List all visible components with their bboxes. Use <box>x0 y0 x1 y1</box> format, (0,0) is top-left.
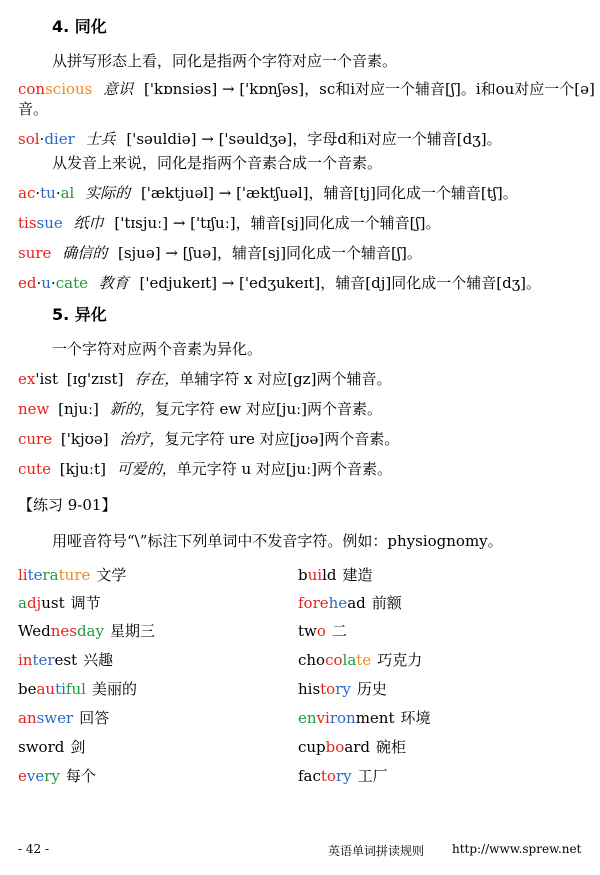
meaning: 治疗， <box>119 430 165 448</box>
section-4-intro: 从拼写形态上看，同化是指两个字符对应一个音素。 <box>52 52 398 70</box>
explanation: [sjuə] → [ʃuə]，辅音[sj]同化成一个辅音[ʃ]。 <box>117 244 422 262</box>
example-new <box>18 400 600 418</box>
word-segment: nes <box>50 622 77 640</box>
word <box>18 184 74 202</box>
exercise-word <box>18 622 104 640</box>
exercise-word <box>298 594 366 612</box>
word-segment: new <box>18 400 50 418</box>
exercise-title: 【练习 9-01】 <box>18 496 117 514</box>
word-segment: sword <box>18 738 65 756</box>
explanation: 单辅字符 x 对应[gz]两个辅音。 <box>179 370 392 388</box>
example-educate <box>18 274 600 292</box>
word-segment: ture <box>58 566 91 584</box>
example-sure <box>18 244 600 262</box>
meaning: 可爱的， <box>116 460 177 478</box>
exercise-word-meaning: 前额 <box>371 594 402 612</box>
word-segment: tis <box>18 214 37 232</box>
word-segment: · <box>50 274 56 292</box>
word-segment: li <box>18 566 28 584</box>
word-segment: · <box>39 130 45 148</box>
exercise-word-item <box>298 594 588 612</box>
word-segment: en <box>298 709 317 727</box>
exercise-word-meaning: 建造 <box>342 566 373 584</box>
word-segment: vi <box>316 709 330 727</box>
word-segment: te <box>27 566 43 584</box>
word-segment: ry <box>335 680 351 698</box>
exercise-word-meaning: 文学 <box>96 566 127 584</box>
exercise-word-meaning: 回答 <box>79 709 110 727</box>
word-segment: Wed <box>18 622 51 640</box>
explanation: 单元字符 u 对应[juː]两个音素。 <box>176 460 393 478</box>
example-word: physiognomy。 <box>387 532 503 550</box>
word-segment: · <box>36 274 42 292</box>
word-segment: al <box>60 184 75 202</box>
exercise-word <box>18 738 64 756</box>
exercise-word <box>298 651 371 669</box>
exercise-word <box>18 594 65 612</box>
word-segment: cho <box>298 651 326 669</box>
word-segment: an <box>18 709 37 727</box>
exercise-word-item <box>298 738 588 756</box>
word <box>18 400 49 418</box>
exercise-word-item <box>18 709 288 727</box>
word-segment: swer <box>36 709 74 727</box>
word-segment: in <box>18 651 33 669</box>
word-segment: sue <box>36 214 63 232</box>
explanation: ['tɪsjuː] → ['tɪʃuː]，辅音[sj]同化成一个辅音[ʃ]。 <box>114 214 441 232</box>
exercise-word-item <box>18 622 288 640</box>
word-segment: scious <box>45 80 93 98</box>
ipa: [njuː] <box>58 400 99 418</box>
exercise-word <box>18 709 73 727</box>
meaning: 存在， <box>134 370 180 388</box>
word-segment: his <box>298 680 321 698</box>
word-segment: sol <box>18 130 40 148</box>
word-segment: cure <box>18 430 53 448</box>
word-segment: cate <box>55 274 88 292</box>
exercise-word-item <box>18 738 288 756</box>
word-segment: 'ist <box>35 370 58 388</box>
word-segment: u <box>41 274 51 292</box>
word-segment: ld <box>322 566 337 584</box>
word <box>18 214 63 232</box>
word <box>18 244 51 262</box>
exercise-word-meaning: 剑 <box>70 738 86 756</box>
explanation: 复元字符 ew 对应[juː]两个音素。 <box>154 400 383 418</box>
exercise-word-meaning: 环境 <box>400 709 431 727</box>
exercise-word-meaning: 美丽的 <box>91 680 137 698</box>
exercise-word <box>18 680 86 698</box>
section-4-intro2: 从发音上来说，同化是指两个音素合成一个音素。 <box>52 154 383 172</box>
word <box>18 274 88 292</box>
word-segment: ve <box>26 767 45 785</box>
word-segment: ed <box>18 274 37 292</box>
exercise-word-meaning: 兴趣 <box>83 651 114 669</box>
exercise-word <box>298 767 352 785</box>
explanation: ['æktjuəl] → ['æktʃuəl]，辅音[tj]同化成一个辅音[tʃ]。 <box>140 184 518 202</box>
example-tissue <box>18 214 600 232</box>
word-segment: a <box>18 594 27 612</box>
example-actual <box>18 184 600 202</box>
exercise-word-item <box>298 566 588 584</box>
word-segment: ra <box>42 566 59 584</box>
exercise-word-item <box>298 622 588 640</box>
word-segment: to <box>320 767 336 785</box>
example-soldier <box>18 130 600 148</box>
exercise-word-item <box>298 709 588 727</box>
word-segment: cup <box>298 738 326 756</box>
word-segment: te <box>356 651 372 669</box>
meaning: 教育 <box>98 274 129 292</box>
ipa: [ɪg'zɪst] <box>66 370 124 388</box>
word-segment: · <box>35 184 41 202</box>
word-segment: dj <box>26 594 42 612</box>
exercise-word-meaning: 碗柜 <box>376 738 407 756</box>
word-segment: fac <box>298 767 321 785</box>
word-segment: ti <box>55 680 66 698</box>
exercise-word-meaning: 星期三 <box>109 622 155 640</box>
exercise-word-meaning: 巧克力 <box>377 651 423 669</box>
meaning: 确信的 <box>62 244 108 262</box>
example-conscious-cont: 音。 <box>18 100 49 118</box>
word-segment: ex <box>18 370 36 388</box>
word-segment: la <box>342 651 357 669</box>
exercise-word <box>18 767 60 785</box>
word-segment: ment <box>355 709 395 727</box>
word-segment: b <box>298 566 308 584</box>
word-segment: ui <box>307 566 323 584</box>
section-5-intro: 一个字符对应两个音素为异化。 <box>52 340 263 358</box>
example-exist <box>18 370 600 388</box>
exercise-word-item <box>18 566 288 584</box>
example-conscious <box>18 80 600 98</box>
explanation: ['edjukeɪt] → ['edʒukeɪt]，辅音[dj]同化成一个辅音[dʒ]。 <box>139 274 542 292</box>
word-segment: ful <box>65 680 86 698</box>
exercise-word <box>18 651 77 669</box>
book-title: 英语单词拼读规则 <box>328 844 425 858</box>
meaning: 士兵 <box>85 130 116 148</box>
word-segment: ust <box>41 594 65 612</box>
word-segment: cute <box>18 460 51 478</box>
exercise-word-item <box>298 651 588 669</box>
exercise-word <box>298 738 370 756</box>
exercise-word <box>18 566 90 584</box>
section-5-title: 5. 异化 <box>52 305 107 324</box>
word-segment: day <box>76 622 104 640</box>
example-cute <box>18 460 600 478</box>
site-url: http://www.sprew.net <box>452 842 582 856</box>
exercise-word-item <box>18 594 288 612</box>
page-number: - 42 - <box>18 842 50 856</box>
meaning: 纸巾 <box>73 214 104 232</box>
word-segment: ac <box>18 184 36 202</box>
word-segment: to <box>320 680 336 698</box>
exercise-word <box>298 566 336 584</box>
ipa: [kjuːt] <box>59 460 106 478</box>
word-segment: fore <box>298 594 329 612</box>
word-segment: ry <box>335 767 352 785</box>
word <box>18 370 58 388</box>
explanation: 复元字符 ure 对应[jʊə]两个音素。 <box>164 430 400 448</box>
word-segment: ron <box>329 709 356 727</box>
word-segment: sure <box>18 244 52 262</box>
word-segment: dier <box>44 130 75 148</box>
example-cure <box>18 430 600 448</box>
word-segment: ard <box>344 738 371 756</box>
exercise-word-meaning: 二 <box>331 622 347 640</box>
word-segment: ter <box>32 651 55 669</box>
word-segment: o <box>316 622 326 640</box>
exercise-word-item <box>298 680 588 698</box>
word-segment: au <box>36 680 56 698</box>
word-segment: bo <box>325 738 345 756</box>
word-segment: be <box>18 680 37 698</box>
exercise-instruction <box>52 532 600 550</box>
meaning: 实际的 <box>85 184 131 202</box>
explanation: ['kɒnsiəs] → ['kɒnʃəs]，sc和i对应一个辅音[ʃ]。i和ou对应一个[ə] <box>143 80 595 98</box>
word-segment: e <box>18 767 27 785</box>
exercise-word-meaning: 每个 <box>65 767 96 785</box>
exercise-word-item <box>18 651 288 669</box>
exercise-word-meaning: 工厂 <box>357 767 388 785</box>
word-segment: tw <box>298 622 317 640</box>
exercise-word-item <box>298 767 588 785</box>
word-segment: tu <box>40 184 56 202</box>
exercise-word-item <box>18 767 288 785</box>
exercise-word-item <box>18 680 288 698</box>
word <box>18 460 51 478</box>
word-segment: ad <box>347 594 366 612</box>
word <box>18 80 92 98</box>
word-segment: · <box>55 184 61 202</box>
word <box>18 430 52 448</box>
word <box>18 130 75 148</box>
meaning: 意识 <box>103 80 134 98</box>
exercise-word <box>298 709 395 727</box>
exercise-word <box>298 622 326 640</box>
exercise-word-meaning: 调节 <box>70 594 101 612</box>
explanation: ['səuldiə] → ['səuldʒə]，字母d和i对应一个辅音[dʒ]。 <box>126 130 502 148</box>
exercise-word-meaning: 历史 <box>356 680 387 698</box>
word-segment: co <box>325 651 343 669</box>
word-segment: est <box>54 651 78 669</box>
exercise-word <box>298 680 351 698</box>
meaning: 新的， <box>109 400 155 418</box>
word-segment: con <box>18 80 46 98</box>
ipa: ['kjʊə] <box>60 430 109 448</box>
word-segment: ry <box>44 767 60 785</box>
word-segment: he <box>328 594 348 612</box>
section-4-title: 4. 同化 <box>52 17 107 36</box>
instruction-text: 用哑音符号“\”标注下列单词中不发音字符。例如： <box>52 532 388 550</box>
